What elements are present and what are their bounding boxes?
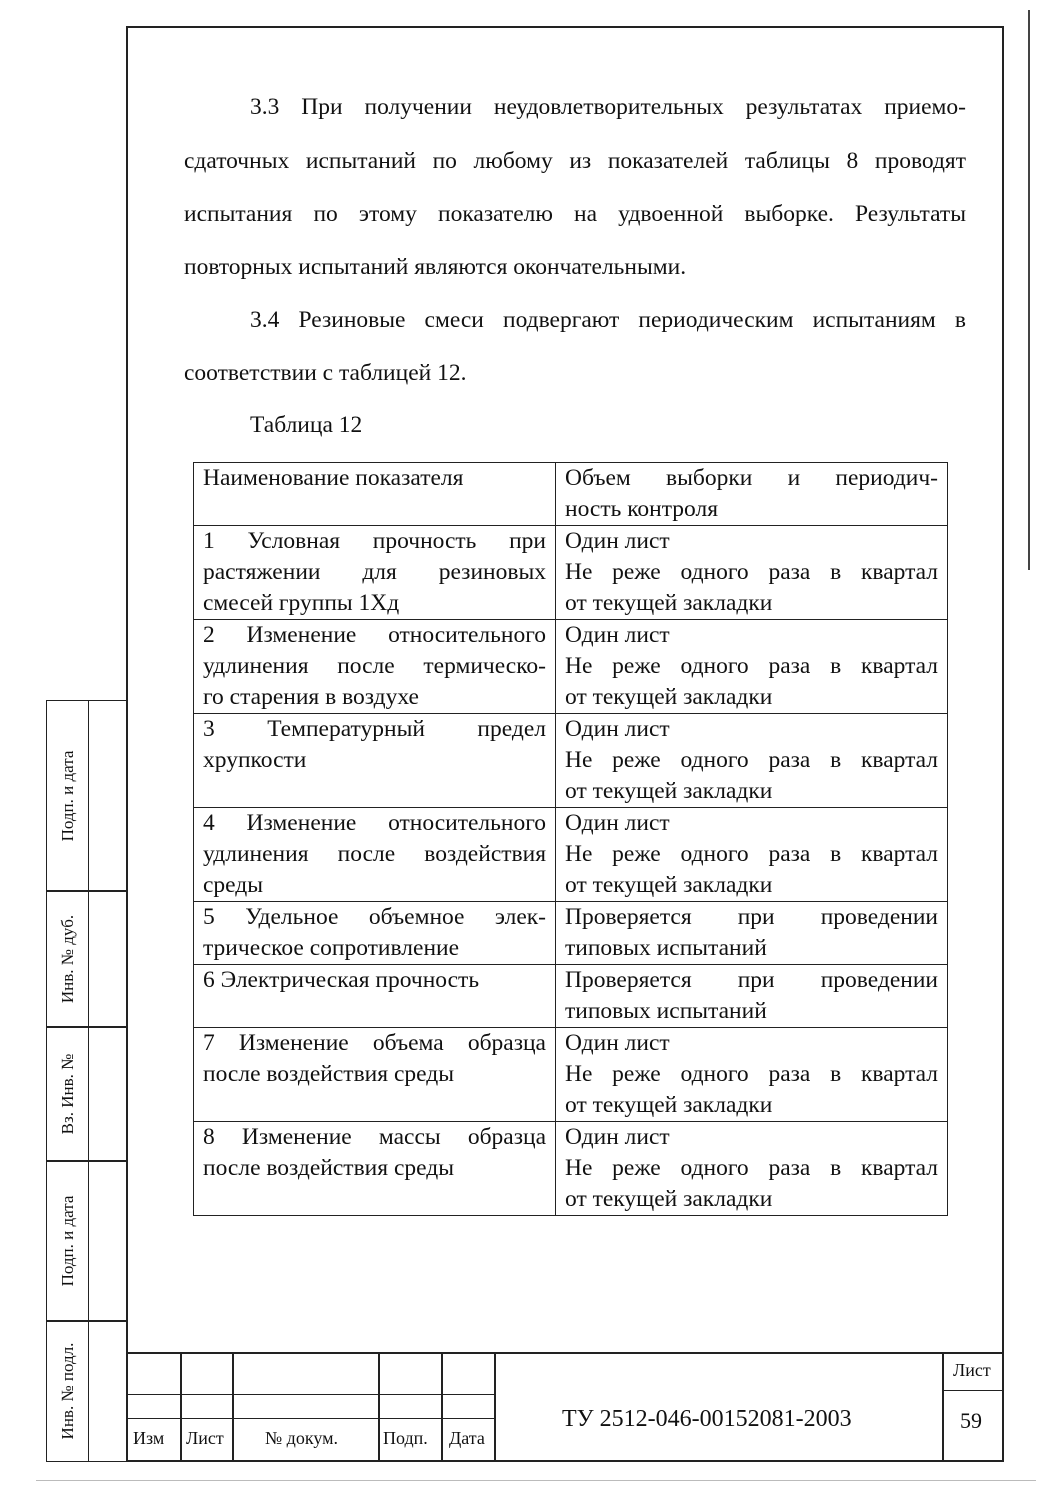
paragraph-3-3-line-1: 3.3 При получении неудовлетворительных результатах приемо- (250, 94, 966, 120)
table-caption: Таблица 12 (250, 412, 363, 438)
scan-bottom-rule (36, 1480, 1036, 1481)
stamp-col-change: Изм (133, 1428, 165, 1448)
header-cell-control: Объем выборки и периодич- ность контроля (556, 463, 948, 526)
cell-control: Один лист Не реже одного раза в квартал от текущей закладки (556, 526, 948, 620)
paragraph-3-4-line-1: 3.4 Резиновые смеси подвергают периодическим испытаниям в (250, 307, 966, 333)
cell-name: 7 Изменение объема образца после воздействия среды (194, 1028, 556, 1122)
cell-control: Один лист Не реже одного раза в квартал от текущей закладки (556, 714, 948, 808)
table-row (194, 714, 948, 808)
table-row (194, 808, 948, 902)
cell-control: Один лист Не реже одного раза в квартал от текущей закладки (556, 1122, 948, 1216)
stamp-col-sheet: Лист (186, 1428, 224, 1448)
cell-name: 5 Удельное объемное элек- трическое сопротивление (194, 902, 556, 965)
cell-control: Проверяется при проведении типовых испытаний (556, 902, 948, 965)
cell-control: Один лист Не реже одного раза в квартал от текущей закладки (556, 808, 948, 902)
cell-control: Один лист Не реже одного раза в квартал от текущей закладки (556, 620, 948, 714)
table-12 (193, 462, 948, 1216)
paragraph-3-4-line-2: соответствии с таблицей 12. (184, 360, 467, 386)
table-row (194, 965, 948, 1028)
sheet-number: 59 (960, 1408, 982, 1433)
table-row (194, 1028, 948, 1122)
table-row (194, 902, 948, 965)
sheet-label: Лист (953, 1360, 991, 1380)
side-label: Вз. Инв. № (57, 1053, 77, 1135)
side-field-signature-date-1 (46, 700, 128, 892)
paragraph-3-3-line-4: повторных испытаний являются окончательными. (184, 254, 687, 280)
side-field-duplicate-number (46, 890, 128, 1028)
cell-name: 3 Температурный предел хрупкости (194, 714, 556, 808)
side-field-original-number (46, 1320, 128, 1462)
paragraph-3-3-line-3: испытания по этому показателю на удвоенной выборке. Результаты (184, 201, 966, 227)
table-row (194, 1122, 948, 1216)
stamp-col-document: № докум. (265, 1428, 338, 1448)
scan-right-edge-mark (1028, 10, 1030, 570)
header-cell-name: Наименование показателя (194, 463, 556, 526)
document-designation: ТУ 2512-046-00152081-2003 (562, 1406, 852, 1432)
table-row (194, 526, 948, 620)
side-field-replacement-number (46, 1026, 128, 1162)
cell-control: Один лист Не реже одного раза в квартал от текущей закладки (556, 1028, 948, 1122)
side-label: Подп. и дата (57, 1195, 77, 1287)
stamp-col-signature: Подп. (383, 1428, 428, 1448)
stamp-col-date: Дата (449, 1428, 485, 1448)
side-label: Инв. № подл. (57, 1342, 77, 1440)
cell-name: 8 Изменение массы образца после воздействия среды (194, 1122, 556, 1216)
cell-name: 4 Изменение относительного удлинения после воздействия среды (194, 808, 556, 902)
paragraph-3-3-line-2: сдаточных испытаний по любому из показателей таблицы 8 проводят (184, 148, 966, 174)
table-row (194, 620, 948, 714)
table-header-row (194, 463, 948, 526)
cell-control: Проверяется при проведении типовых испытаний (556, 965, 948, 1028)
side-label: Инв. № дуб. (57, 914, 77, 1004)
cell-name: 2 Изменение относительного удлинения после термическо- го старения в воздухе (194, 620, 556, 714)
side-field-signature-date-2 (46, 1160, 128, 1322)
cell-name: 6 Электрическая прочность (194, 965, 556, 1028)
side-label: Подп. и дата (57, 750, 77, 842)
cell-name: 1 Условная прочность при растяжении для резиновых смесей группы 1Хд (194, 526, 556, 620)
